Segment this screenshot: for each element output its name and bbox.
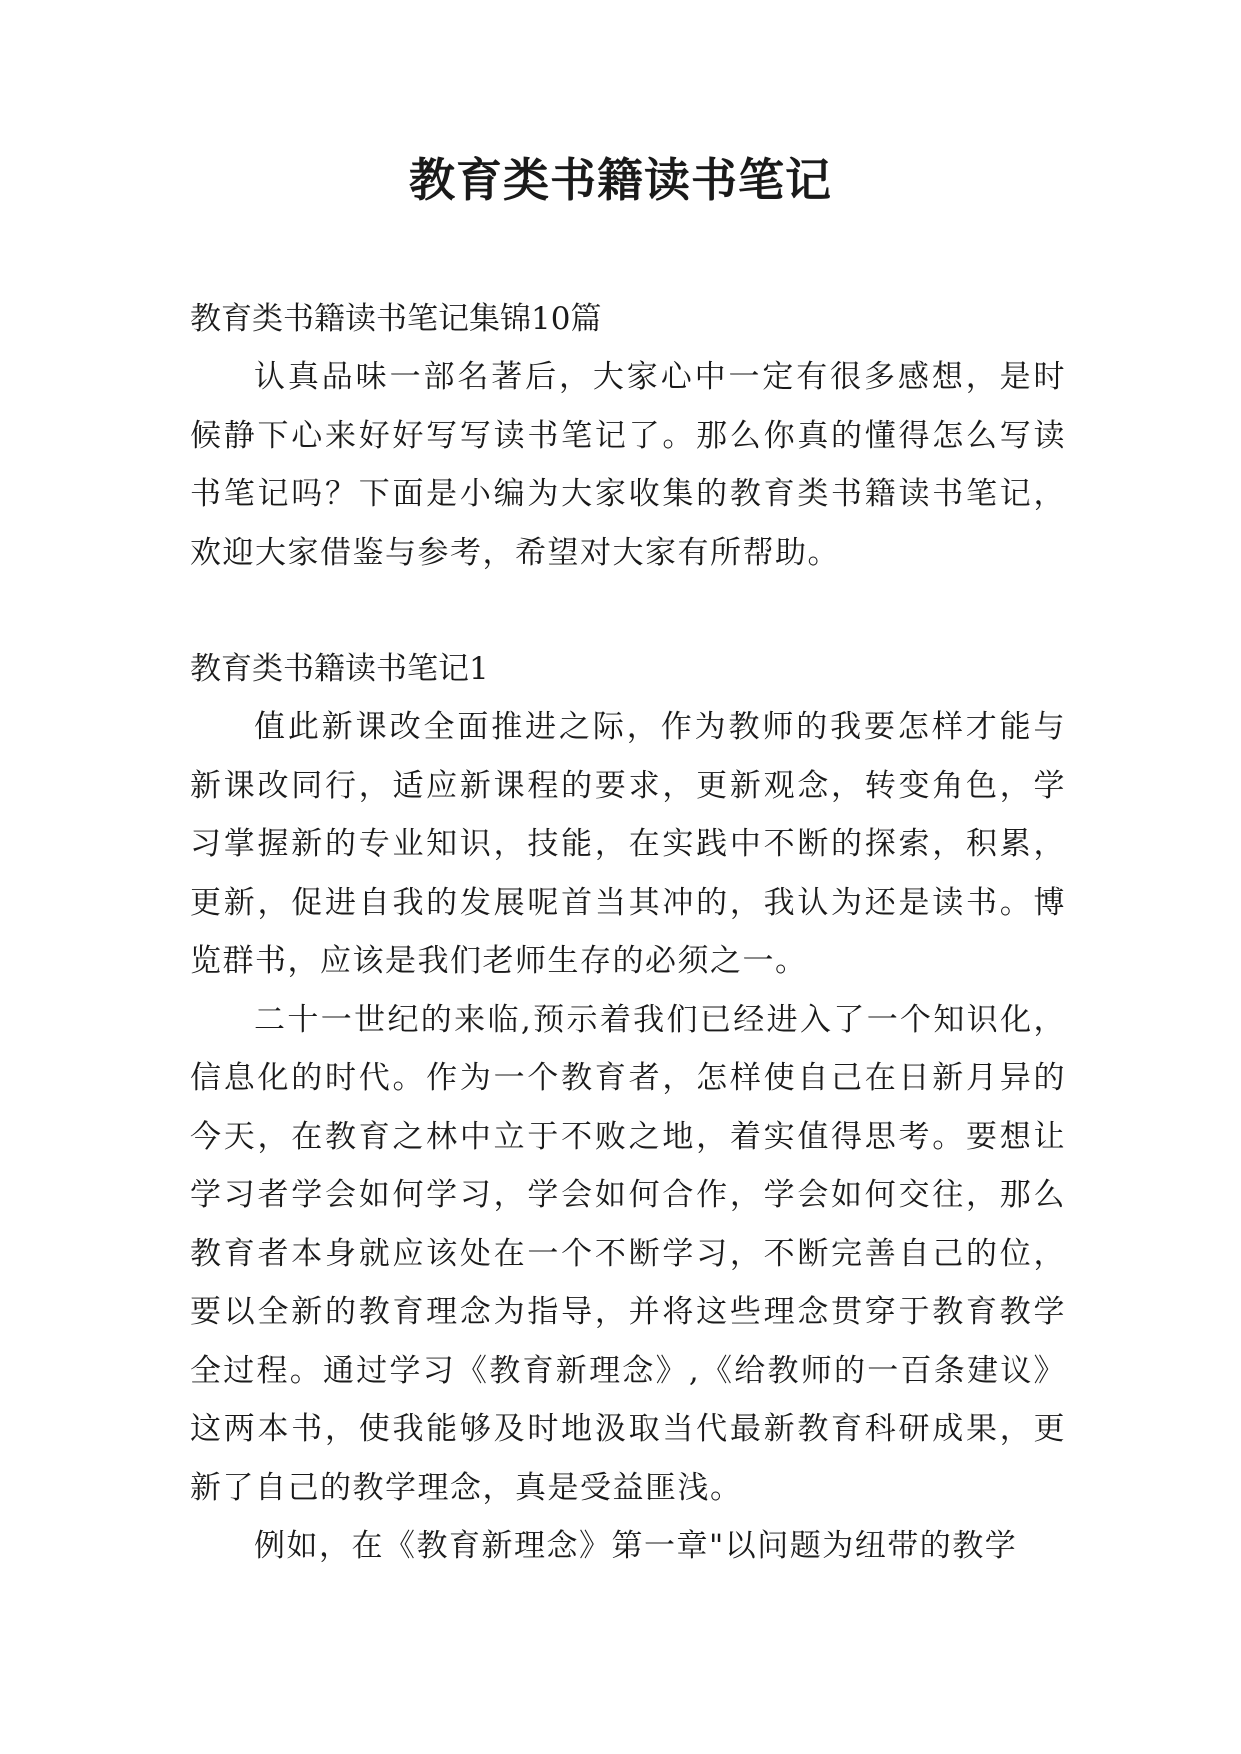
section-heading: 教育类书籍读书笔记1 (190, 651, 489, 687)
section-paragraph: 值此新课改全面推进之际，作为教师的我要怎样才能与新课改同行，适应新课程的要求，更新观念，转变角色，学习掌握新的专业知识，技能，在实践中不断的探索，积累，更新，促进自我的发展呢首当其冲的，我认为还是读书。博览群书，应该是我们老师生存的必须之一。 (190, 709, 1066, 979)
page-title: 教育类书籍读书笔记 (409, 153, 832, 207)
intro-paragraph: 认真品味一部名著后，大家心中一定有很多感想，是时候静下心来好好写写读书笔记了。那么你真的懂得怎么写读书笔记吗？下面是小编为大家收集的教育类书籍读书笔记，欢迎大家借鉴与参考，希望对大家有所帮助。 (190, 359, 1066, 571)
section-paragraph: 例如，在《教育新理念》第一章"以问题为纽带的教学 (254, 1528, 1018, 1564)
document-body (190, 290, 1066, 1576)
section-spacer (190, 582, 1066, 640)
document-subtitle: 教育类书籍读书笔记集锦10篇 (190, 301, 602, 337)
section-paragraph: 二十一世纪的来临,预示着我们已经进入了一个知识化，信息化的时代。作为一个教育者，怎样使自己在日新月异的今天，在教育之林中立于不败之地，着实值得思考。要想让学习者学会如何学习，学会如何合作，学会如何交往，那么教育者本身就应该处在一个不断学习，不断完善自己的位，要以全新的教育理念为指导，并将这些理念贯穿于教育教学全过程。通过学习《教育新理念》,《给教师的一百条建议》这两本书，使我能够及时地汲取当代最新教育科研成果，更新了自己的教学理念，真是受益匪浅。 (190, 1001, 1066, 1506)
